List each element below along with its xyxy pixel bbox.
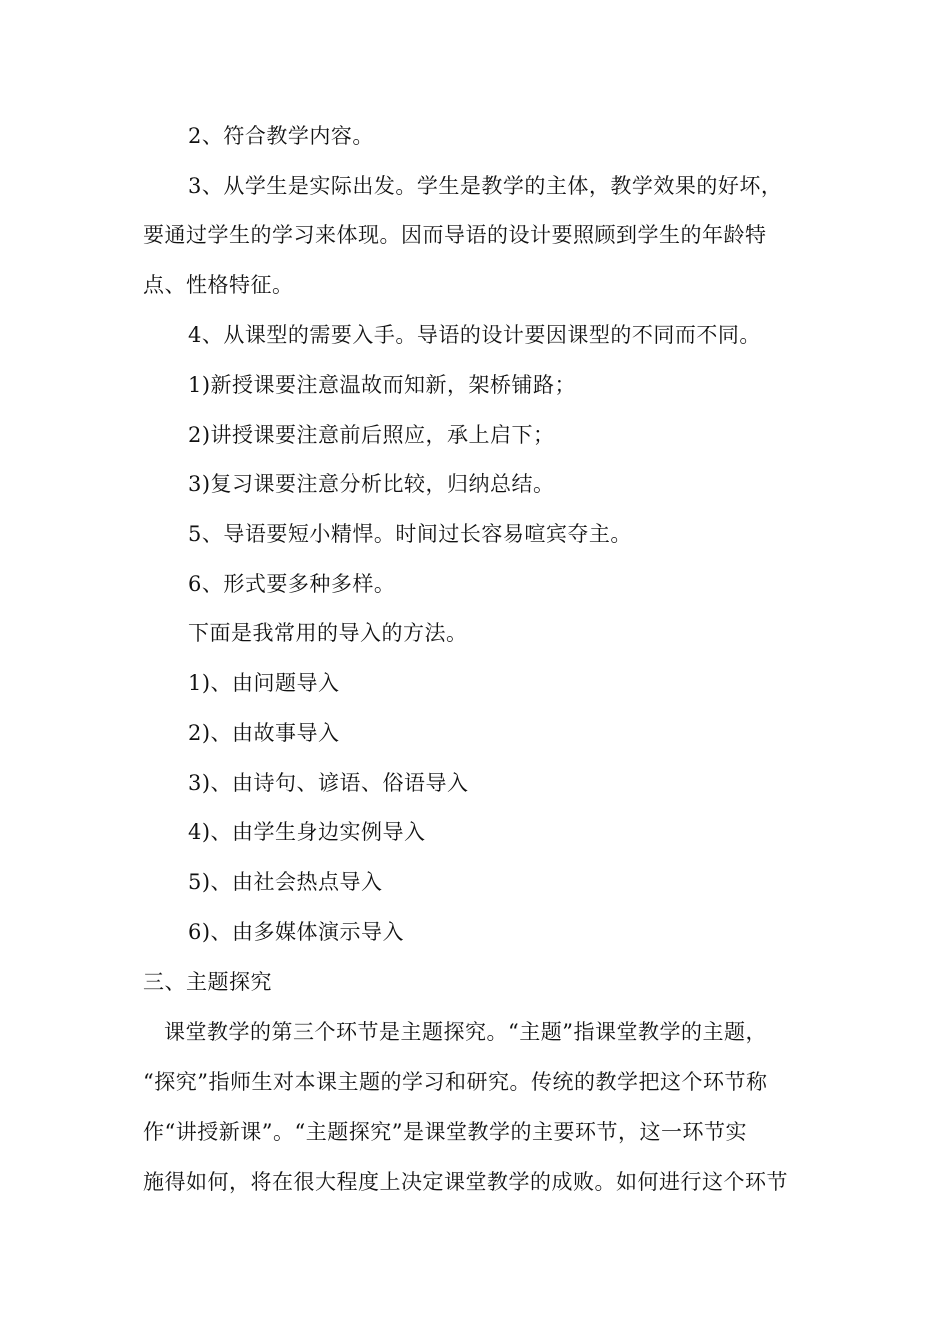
text-line-1: 2、符合教学内容。	[188, 124, 374, 148]
text-line-17: 6)、由多媒体演示导入	[188, 920, 405, 944]
text-line-5: 4、从课型的需要入手。导语的设计要因课型的不同而不同。	[188, 323, 761, 347]
text-line-11: 下面是我常用的导入的方法。	[188, 621, 468, 645]
text-line-8: 3)复习课要注意分析比较，归纳总结。	[188, 472, 555, 496]
text-line-22: 施得如何，将在很大程度上决定课堂教学的成败。如何进行这个环节	[143, 1170, 788, 1194]
text-line-15: 4)、由学生身边实例导入	[188, 820, 426, 844]
text-line-2: 3、从学生是实际出发。学生是教学的主体，教学效果的好坏，	[188, 174, 783, 198]
text-line-10: 6、形式要多种多样。	[188, 572, 396, 596]
text-line-7: 2)讲授课要注意前后照应，承上启下；	[188, 423, 555, 447]
text-line-16: 5)、由社会热点导入	[188, 870, 383, 894]
text-line-13: 2)、由故事导入	[188, 721, 340, 745]
text-line-20: “探究”指师生对本课主题的学习和研究。传统的教学把这个环节称	[143, 1070, 768, 1094]
text-line-19: 课堂教学的第三个环节是主题探究。“主题”指课堂教学的主题，	[164, 1020, 767, 1044]
text-line-6: 1)新授课要注意温故而知新，架桥铺路；	[188, 373, 577, 397]
section-heading: 三、主题探究	[143, 970, 272, 994]
text-line-21: 作“讲授新课”。“主题探究”是课堂教学的主要环节，这一环节实	[143, 1120, 747, 1144]
text-line-4: 点、性格特征。	[143, 273, 294, 297]
text-line-12: 1)、由问题导入	[188, 671, 340, 695]
text-line-3: 要通过学生的学习来体现。因而导语的设计要照顾到学生的年龄特	[143, 223, 767, 247]
text-line-9: 5、导语要短小精悍。时间过长容易喧宾夺主。	[188, 522, 632, 546]
text-line-14: 3)、由诗句、谚语、俗语导入	[188, 771, 469, 795]
